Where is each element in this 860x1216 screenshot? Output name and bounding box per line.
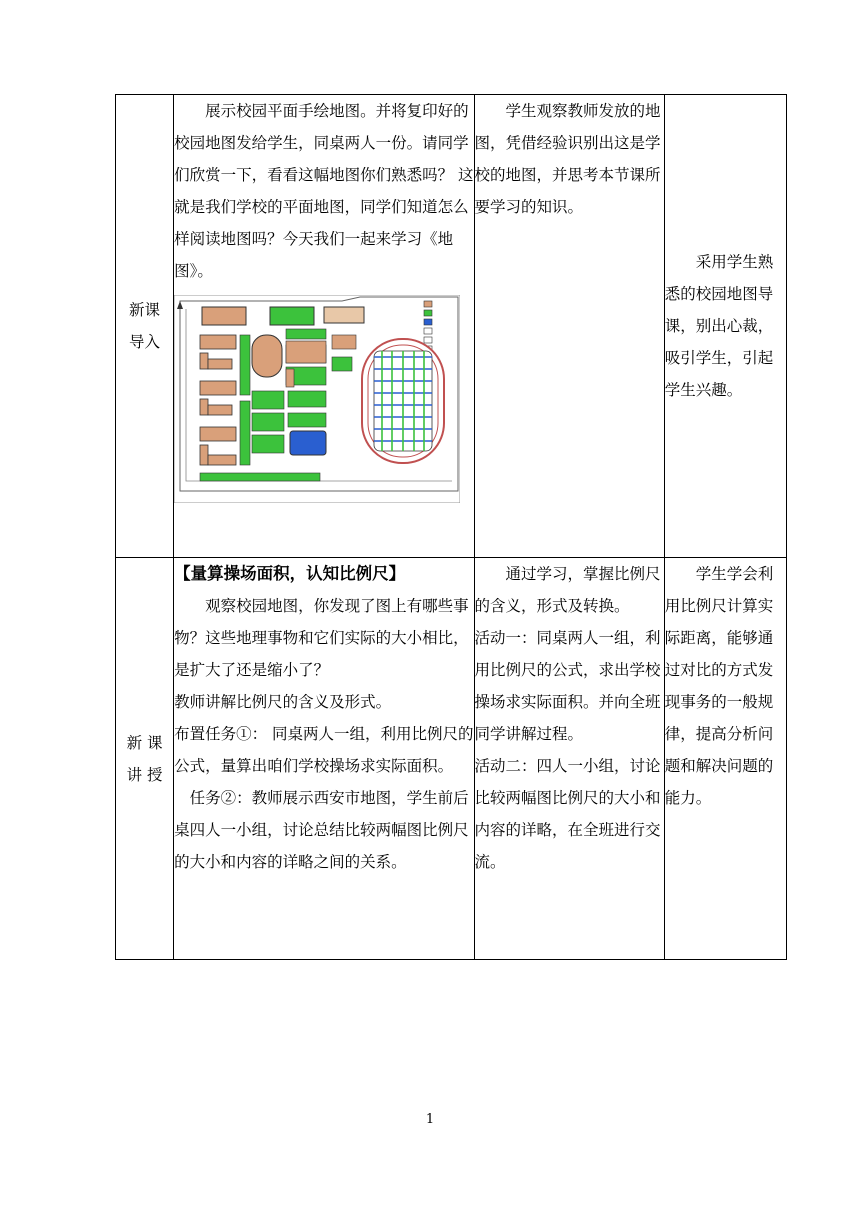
student-paragraph-1: 通过学习，掌握比例尺的含义，形式及转换。: [474, 565, 661, 615]
teacher-activity-intro: [174, 95, 474, 558]
stage-label-line2: 讲 授: [126, 765, 163, 784]
teacher-paragraph-3: 布置任务①： 同桌两人一组，利用比例尺的公式，量算出咱们学校操场求实际面积。: [174, 725, 474, 775]
design-intent-intro: [664, 95, 786, 558]
student-paragraph-3: 活动二：四人一小组，讨论比较两幅图比例尺的大小和内容的详略，在全班进行交流。: [474, 757, 661, 871]
student-text: 学生观察教师发放的地图，凭借经验识别出这是学校的地图，并思考本节课所要学习的知识。: [474, 102, 661, 216]
page-number: 1: [425, 1112, 435, 1127]
student-activity-intro: [474, 95, 664, 558]
section-title: 【量算操场面积，认知比例尺】: [174, 564, 406, 583]
intent-text: 学生学会利用比例尺计算实际距离，能够通过对比的方式发现事务的一般规律，提高分析问题和解决问题的能力。: [664, 565, 774, 807]
teacher-text: 展示校园平面手绘地图。并将复印好的校园地图发给学生，同桌两人一份。请同学们欣赏一下，看看这幅地图你们熟悉吗？ 这就是我们学校的平面地图，同学们知道怎么样阅读地图吗？今天我们一起来学习《地图》。: [174, 102, 474, 280]
campus-map-image: [174, 295, 460, 503]
student-activity-teaching: [474, 558, 664, 960]
stage-label-line1: 新课: [129, 301, 161, 319]
teacher-activity-teaching: [174, 558, 474, 960]
stage-cell-intro: [116, 95, 174, 558]
stage-label-line1: 新 课: [126, 733, 163, 752]
table-row-intro: [116, 95, 787, 558]
intent-text: 采用学生熟悉的校园地图导课，别出心裁，吸引学生，引起学生兴趣。: [664, 253, 774, 399]
student-paragraph-2: 活动一：同桌两人一组，利用比例尺的公式，求出学校操场求实际面积。并向全班同学讲解过程。: [474, 629, 661, 743]
lesson-plan-table: [115, 94, 787, 960]
teacher-paragraph-2: 教师讲解比例尺的含义及形式。: [174, 693, 392, 711]
design-intent-teaching: [664, 558, 786, 960]
teacher-paragraph-4: 任务②：教师展示西安市地图，学生前后桌四人一小组，讨论总结比较两幅图比例尺的大小和内容的详略之间的关系。: [174, 789, 469, 871]
teacher-paragraph-1: 观察校园地图，你发现了图上有哪些事物？这些地理事物和它们实际的大小相比，是扩大了还是缩小了？: [174, 597, 469, 679]
table-row-teaching: [116, 558, 787, 960]
stage-cell-teaching: [116, 558, 174, 960]
stage-label-line2: 导入: [129, 333, 161, 351]
